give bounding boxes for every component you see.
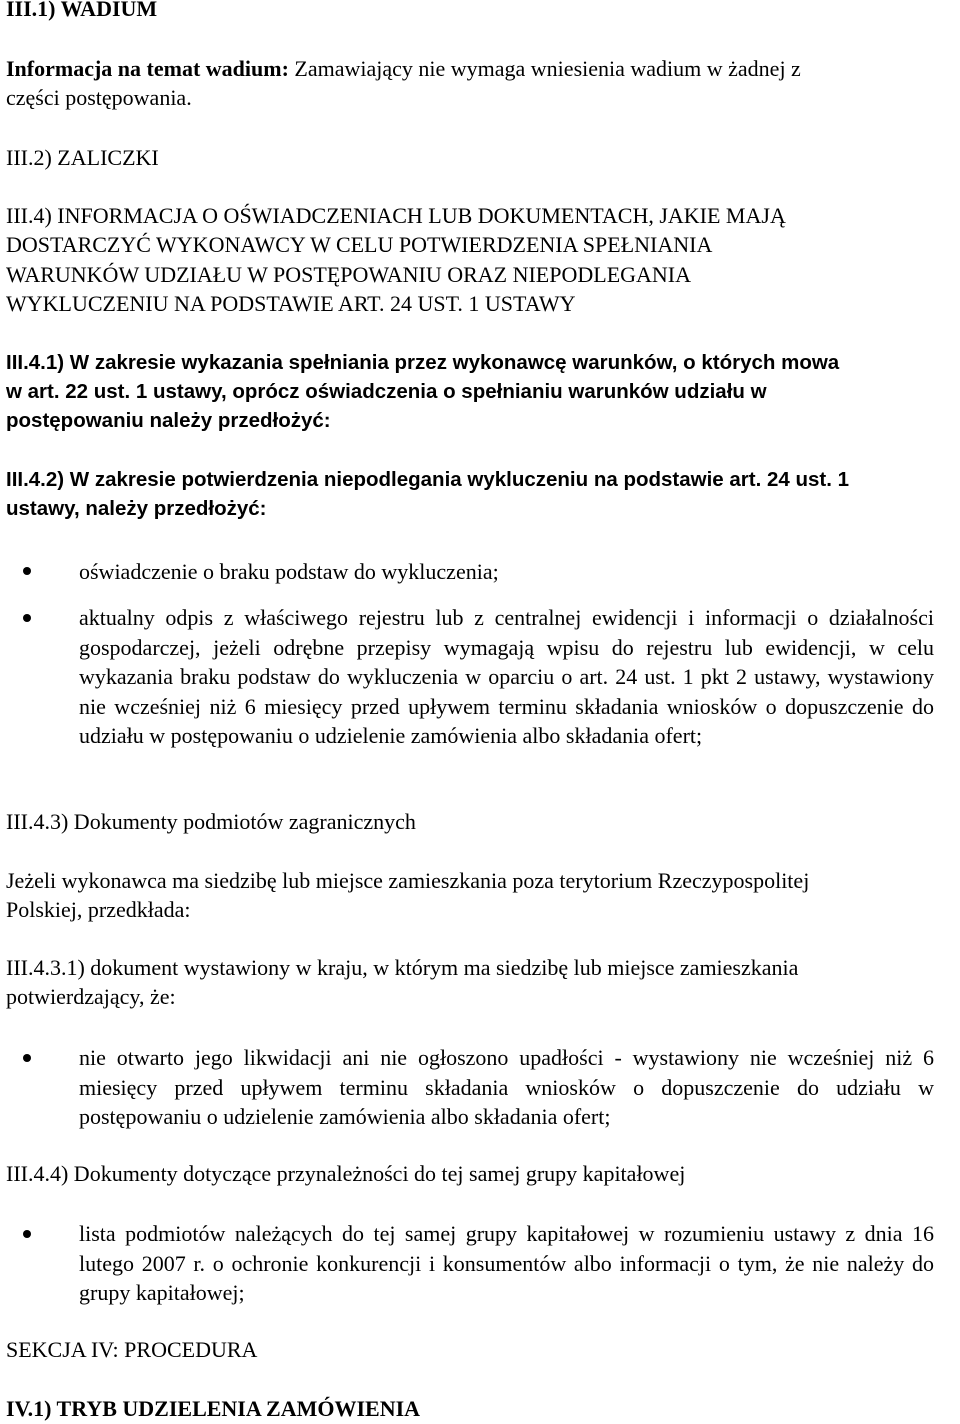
subsection-342-line-1: III.4.2) W zakresie potwierdzenia niepodlegania wykluczeniu na podstawie art. 24 ust. 1	[6, 468, 850, 491]
section-heading-informacja-line-2: DOSTARCZYĆ WYKONAWCY W CELU POTWIERDZENIA SPEŁNIANIA	[6, 232, 713, 257]
subsection-343-text-line-2: Polskiej, przedkłada:	[6, 897, 191, 922]
list-item: oświadczenie o braku podstaw do wykluczenia;	[79, 559, 499, 584]
section-heading-tryb: IV.1) TRYB UDZIELENIA ZAMÓWIENIA	[6, 1396, 421, 1421]
list-item: aktualny odpis z właściwego rejestru lub z centralnej ewidencji i informacji o działalności gospodarczej, jeżeli odrębne przepisy wymagają wpisu do rejestru lub ewidencji, w celu wykazania braku podstaw do wykluczenia w oparciu o art. 24 ust. 1 pkt 2 ustawy, wystawiony nie wcześniej niż 6 miesięcy przed upływem terminu składania wniosków o dopuszczenie do udziału w postępowaniu o udzielenie zamówienia albo składania ofert;	[79, 605, 934, 748]
section-heading-informacja-line-3: WARUNKÓW UDZIAŁU W POSTĘPOWANIU ORAZ NIEPODLEGANIA	[6, 262, 692, 287]
section-heading-informacja-line-4: WYKLUCZENIU NA PODSTAWIE ART. 24 UST. 1 USTAWY	[6, 291, 576, 316]
bullet-icon	[23, 567, 31, 575]
subsection-343-heading: III.4.3) Dokumenty podmiotów zagranicznych	[6, 809, 416, 834]
bullet-icon	[23, 1054, 31, 1062]
section-heading-informacja-line-1: III.4) INFORMACJA O OŚWIADCZENIACH LUB DOKUMENTACH, JAKIE MAJĄ	[6, 203, 786, 228]
list-item: lista podmiotów należących do tej samej grupy kapitałowej w rozumieniu ustawy z dnia 16 lutego 2007 r. o ochronie konkurencji i konsumentów albo informacji o tym, że nie należy do grupy kapitałowej;	[79, 1221, 934, 1305]
bullet-icon	[23, 1230, 31, 1238]
section-heading-zaliczki: III.2) ZALICZKI	[6, 145, 159, 170]
bullet-icon	[23, 614, 31, 622]
wadium-info-text-2: części postępowania.	[6, 85, 192, 110]
subsection-343-text-line-1: Jeżeli wykonawca ma siedzibę lub miejsce zamieszkania poza terytorium Rzeczypospolitej	[6, 868, 810, 893]
wadium-info	[6, 56, 801, 82]
section-heading-wadium: III.1) WADIUM	[6, 0, 158, 21]
subsection-341-line-2: w art. 22 ust. 1 ustawy, oprócz oświadczenia o spełnianiu warunków udziału w	[6, 380, 767, 403]
subsection-341-line-1: III.4.1) W zakresie wykazania spełniania przez wykonawcę warunków, o których mowa	[6, 351, 840, 374]
list-item: nie otwarto jego likwidacji ani nie ogłoszono upadłości - wystawiony nie wcześniej niż 6 miesięcy przed upływem terminu składania wniosków o dopuszczenie do udziału w postępowaniu o udzielenie zamówienia albo składania ofert;	[79, 1045, 934, 1129]
subsection-3431-line-1: III.4.3.1) dokument wystawiony w kraju, w którym ma siedzibę lub miejsce zamieszkania	[6, 955, 799, 980]
wadium-info-label: Informacja na temat wadium:	[6, 56, 289, 81]
subsection-3431-line-2: potwierdzający, że:	[6, 984, 176, 1009]
subsection-341-line-3: postępowaniu należy przedłożyć:	[6, 409, 331, 432]
subsection-342-line-2: ustawy, należy przedłożyć:	[6, 497, 267, 520]
wadium-info-text: Zamawiający nie wymaga wniesienia wadium w żadnej z	[294, 56, 801, 81]
subsection-344-heading: III.4.4) Dokumenty dotyczące przynależności do tej samej grupy kapitałowej	[6, 1161, 686, 1186]
section-heading-procedura: SEKCJA IV: PROCEDURA	[6, 1337, 258, 1362]
